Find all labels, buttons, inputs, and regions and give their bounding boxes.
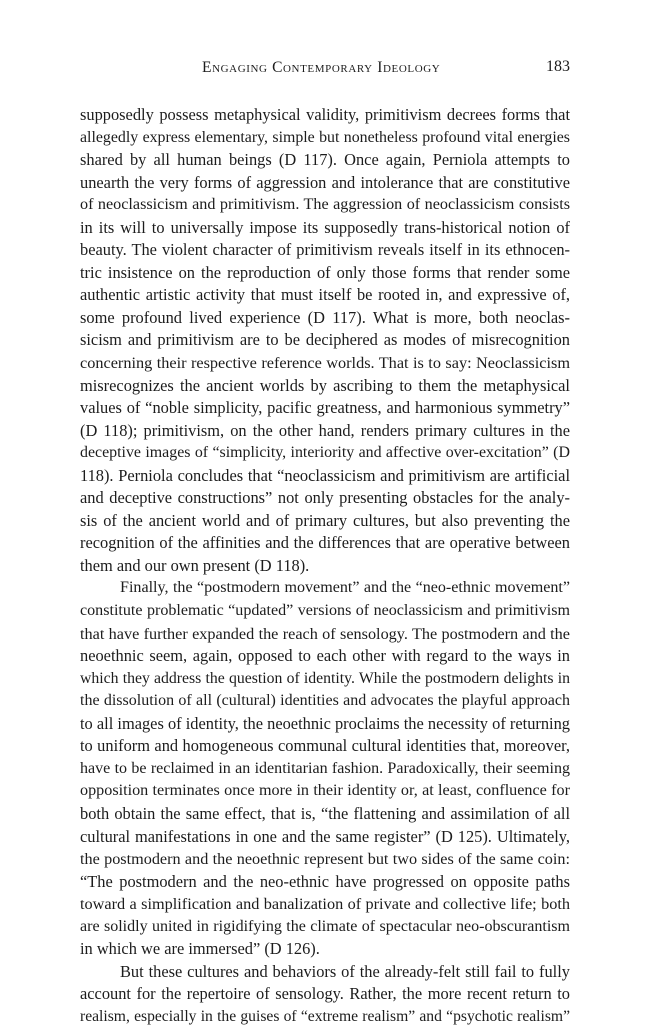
text-line: recognition of the affinities and the differences that are operative between [80,533,570,553]
text-line: which they address the question of identity. While the postmodern delights in [80,669,570,687]
text-line: toward a simplification and banalization of private and collective life; both [80,895,570,914]
text-line: authentic artistic activity that must itself be rooted in, and expressive of, [80,285,570,305]
text-line: have to be reclaimed in an identitarian fashion. Paradoxically, their seeming [80,759,570,777]
text-line: sicism and primitivism are to be deciphered as modes of misrecognition [80,330,570,350]
text-line: account for the repertoire of sensology. Rather, the more recent return to [80,984,570,1004]
body-text [80,104,570,1028]
running-head [80,59,570,81]
text-line: and deceptive constructions” not only presenting obstacles for the analy- [80,488,570,508]
text-line: to all images of identity, the neoethnic proclaims the necessity of returning [80,713,570,733]
text-line: them and our own present (D 118). [80,555,310,575]
text-line: Finally, the “postmodern movement” and the “neo-ethnic movement” [120,579,570,597]
text-line: some profound lived experience (D 117). What is more, both neoclas- [80,307,570,327]
text-line: tric insistence on the reproduction of only those forms that render some [80,262,570,282]
text-line: in its will to universally impose its supposedly trans-historical notion of [80,217,570,237]
text-line: beauty. The violent character of primitivism reveals itself in its ethnocen- [80,240,570,260]
text-line: in which we are immersed” (D 126). [80,939,320,959]
text-line: shared by all human beings (D 117). Once again, Perniola attempts to [80,150,570,170]
text-line: opposition terminates once more in their identity or, at least, confluence for [80,782,570,800]
text-line: realism, especially in the guises of “extreme realism” and “psychotic realism” [80,1007,570,1025]
text-line: constitute problematic “updated” versions of neoclassicism and primitivism [80,602,570,620]
text-line: misrecognizes the ancient worlds by ascribing to them the metaphysical [80,375,570,395]
text-line: cultural manifestations in one and the same register” (D 125). Ultimately, [80,826,570,846]
text-line: neoethnic seem, again, opposed to each other with regard to the ways in [80,646,570,666]
text-line: concerning their respective reference worlds. That is to say: Neoclassicism [80,353,570,373]
text-line: are solidly united in rigidifying the climate of spectacular neo-obscurantism [80,917,570,935]
text-line: to uniform and homogeneous communal cultural identities that, moreover, [80,736,570,756]
text-line: both obtain the same effect, that is, “the flattening and assimilation of all [80,803,570,823]
text-line: sis of the ancient world and of primary cultures, but also preventing the [80,510,570,530]
text-line: But these cultures and behaviors of the already-felt still fail to fully [120,961,570,981]
text-line: unearth the very forms of aggression and intolerance that are constitutive [80,172,570,192]
text-line: values of “noble simplicity, pacific greatness, and harmonious symmetry” [80,398,570,418]
text-line: 118). Perniola concludes that “neoclassicism and primitivism are artificial [80,465,570,485]
text-line: that have further expanded the reach of sensology. The postmodern and the [80,624,570,643]
page-number: 183 [546,58,570,75]
text-line: the dissolution of all (cultural) identities and advocates the playful approach [80,692,570,710]
text-line: supposedly possess metaphysical validity, primitivism decrees forms that [80,105,570,124]
text-line: “The postmodern and the neo-ethnic have progressed on opposite paths [80,871,570,891]
text-line: deceptive images of “simplicity, interiority and affective over-excitation” (D [80,444,570,462]
text-line: allegedly express elementary, simple but nonetheless profound vital energies [80,128,570,146]
running-title: Engaging Contemporary Ideology [202,59,441,76]
text-line: the postmodern and the neoethnic represent but two sides of the same coin: [80,850,570,869]
text-line: of neoclassicism and primitivism. The aggression of neoclassicism consists [80,196,570,214]
text-line: (D 118); primitivism, on the other hand, renders primary cultures in the [80,420,570,440]
